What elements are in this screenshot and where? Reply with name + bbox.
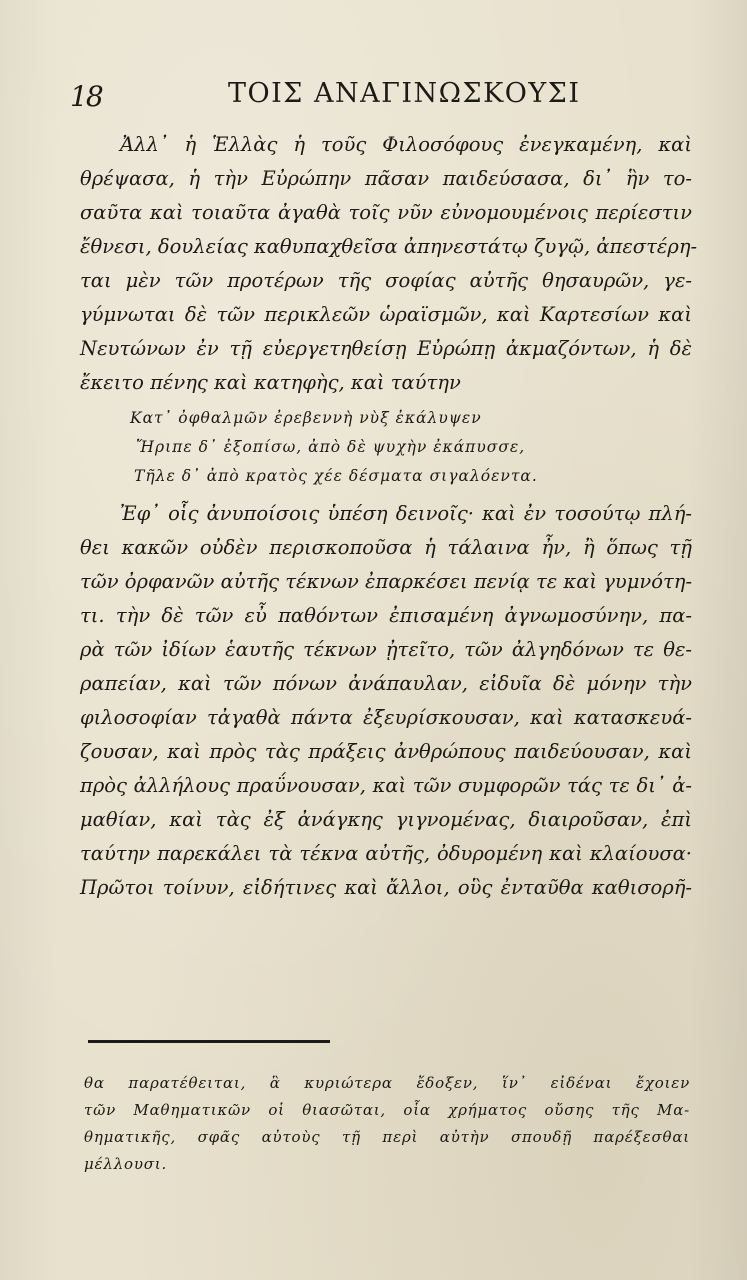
footnote-line: θηματικῆς, σφᾶς αὐτοὺς τῇ περὶ αὐτὴν σπουδῇ παρέξεσθαι [84, 1128, 690, 1146]
text-line: Πρῶτοι τοίνυν, εἰδήτινες καὶ ἄλλοι, οὓς ἐνταῦθα καθισορῆ- [80, 876, 692, 899]
text-line: τι. τὴν δὲ τῶν εὖ παθόντων ἐπισαμένη ἀγνωμοσύνην, πα- [80, 604, 692, 627]
text-line: τῶν ὀρφανῶν αὐτῆς τέκνων ἐπαρκέσει πενίᾳ τε καὶ γυμνότη- [80, 570, 693, 593]
text-line: μαθίαν, καὶ τὰς ἐξ ἀνάγκης γιγνομένας, διαιροῦσαν, ἐπὶ [80, 808, 692, 831]
text-line: ραπείαν, καὶ τῶν πόνων ἀνάπαυλαν, εἰδυῖα δὲ μόνην τὴν [80, 672, 692, 695]
text-line: ἔθνεσι, δουλείας καθυπαχθεῖσα ἀπηνεστάτῳ ζυγῷ, ἀπεστέρη- [80, 235, 698, 258]
text-line: θει κακῶν οὐδὲν περισκοποῦσα ἡ τάλαινα ἦν, ἢ ὅπως τῇ [80, 536, 692, 559]
footnote-line: τῶν Μαθηματικῶν οἱ θιασῶται, οἷα χρήματος οὔσης τῆς Μα- [84, 1101, 690, 1119]
page-number: 18 [70, 80, 102, 113]
footnote-line: μέλλουσι. [84, 1155, 168, 1173]
text-line: Ἐφ᾽ οἷς ἀνυποίσοις ὑπέση δεινοῖς· καὶ ἐν τοσούτῳ πλή- [120, 502, 692, 525]
text-line: Νευτώνων ἐν τῇ εὐεργετηθείσῃ Εὐρώπῃ ἀκμαζόντων, ἡ δὲ [80, 337, 692, 360]
body-text [80, 128, 698, 905]
text-line: θρέψασα, ἡ τὴν Εὐρώπην πᾶσαν παιδεύσασα, δι᾽ ἣν το- [80, 167, 692, 190]
text-line: ρὰ τῶν ἰδίων ἑαυτῆς τέκνων ᾐτεῖτο, τῶν ἀλγηδόνων τε θε- [80, 638, 692, 661]
text-line: πρὸς ἀλλήλους πραΰνουσαν, καὶ τῶν συμφορῶν τάς τε δι᾽ ἀ- [80, 774, 692, 797]
text-line: Ἀλλ᾽ ἡ Ἑλλὰς ἡ τοῦς Φιλοσόφους ἐνεγκαμένη, καὶ [120, 133, 692, 156]
footnote-divider [88, 1040, 330, 1043]
text-line: ταύτην παρεκάλει τὰ τέκνα αὐτῆς, ὀδυρομένη καὶ κλαίουσα· [80, 842, 692, 865]
text-line: ται μὲν τῶν προτέρων τῆς σοφίας αὐτῆς θησαυρῶν, γε- [80, 269, 692, 292]
text-line: γύμνωται δὲ τῶν περικλεῶν ὡραϊσμῶν, καὶ Καρτεσίων καὶ [80, 303, 692, 326]
verse-line: Τῆλε δ᾽ ἀπὸ κρατὸς χέε δέσματα σιγαλόεντα. [134, 467, 538, 485]
verse-line: Κατ᾽ ὀφθαλμῶν ἐρεβεννὴ νὺξ ἐκάλυψεν [130, 409, 482, 427]
paragraph-2 [80, 497, 692, 905]
footnote-line: θα παρατέθειται, ἃ κυριώτερα ἔδοξεν, ἵν᾽ εἰδέναι ἔχοιεν [84, 1074, 690, 1092]
verse-line: Ἤριπε δ᾽ ἐξοπίσω, ἀπὸ δὲ ψυχὴν ἐκάπυσσε, [136, 438, 526, 456]
footnotes [84, 1070, 690, 1178]
text-line: φιλοσοφίαν τἀγαθὰ πάντα ἐξευρίσκουσαν, καὶ κατασκευά- [80, 706, 692, 729]
text-line: ζουσαν, καὶ πρὸς τὰς πράξεις ἀνθρώπους παιδεύουσαν, καὶ [80, 740, 692, 763]
verse-quotation [130, 404, 692, 491]
running-head: ΤΟΙΣ ΑΝΑΓΙΝΩΣΚΟΥΣΙ [228, 78, 581, 109]
text-line: σαῦτα καὶ τοιαῦτα ἀγαθὰ τοῖς νῦν εὐνομουμένοις περίεστιν [80, 201, 692, 224]
paragraph-1 [80, 128, 698, 400]
text-line: ἔκειτο πένης καὶ κατηφὴς, καὶ ταύτην [80, 371, 461, 394]
